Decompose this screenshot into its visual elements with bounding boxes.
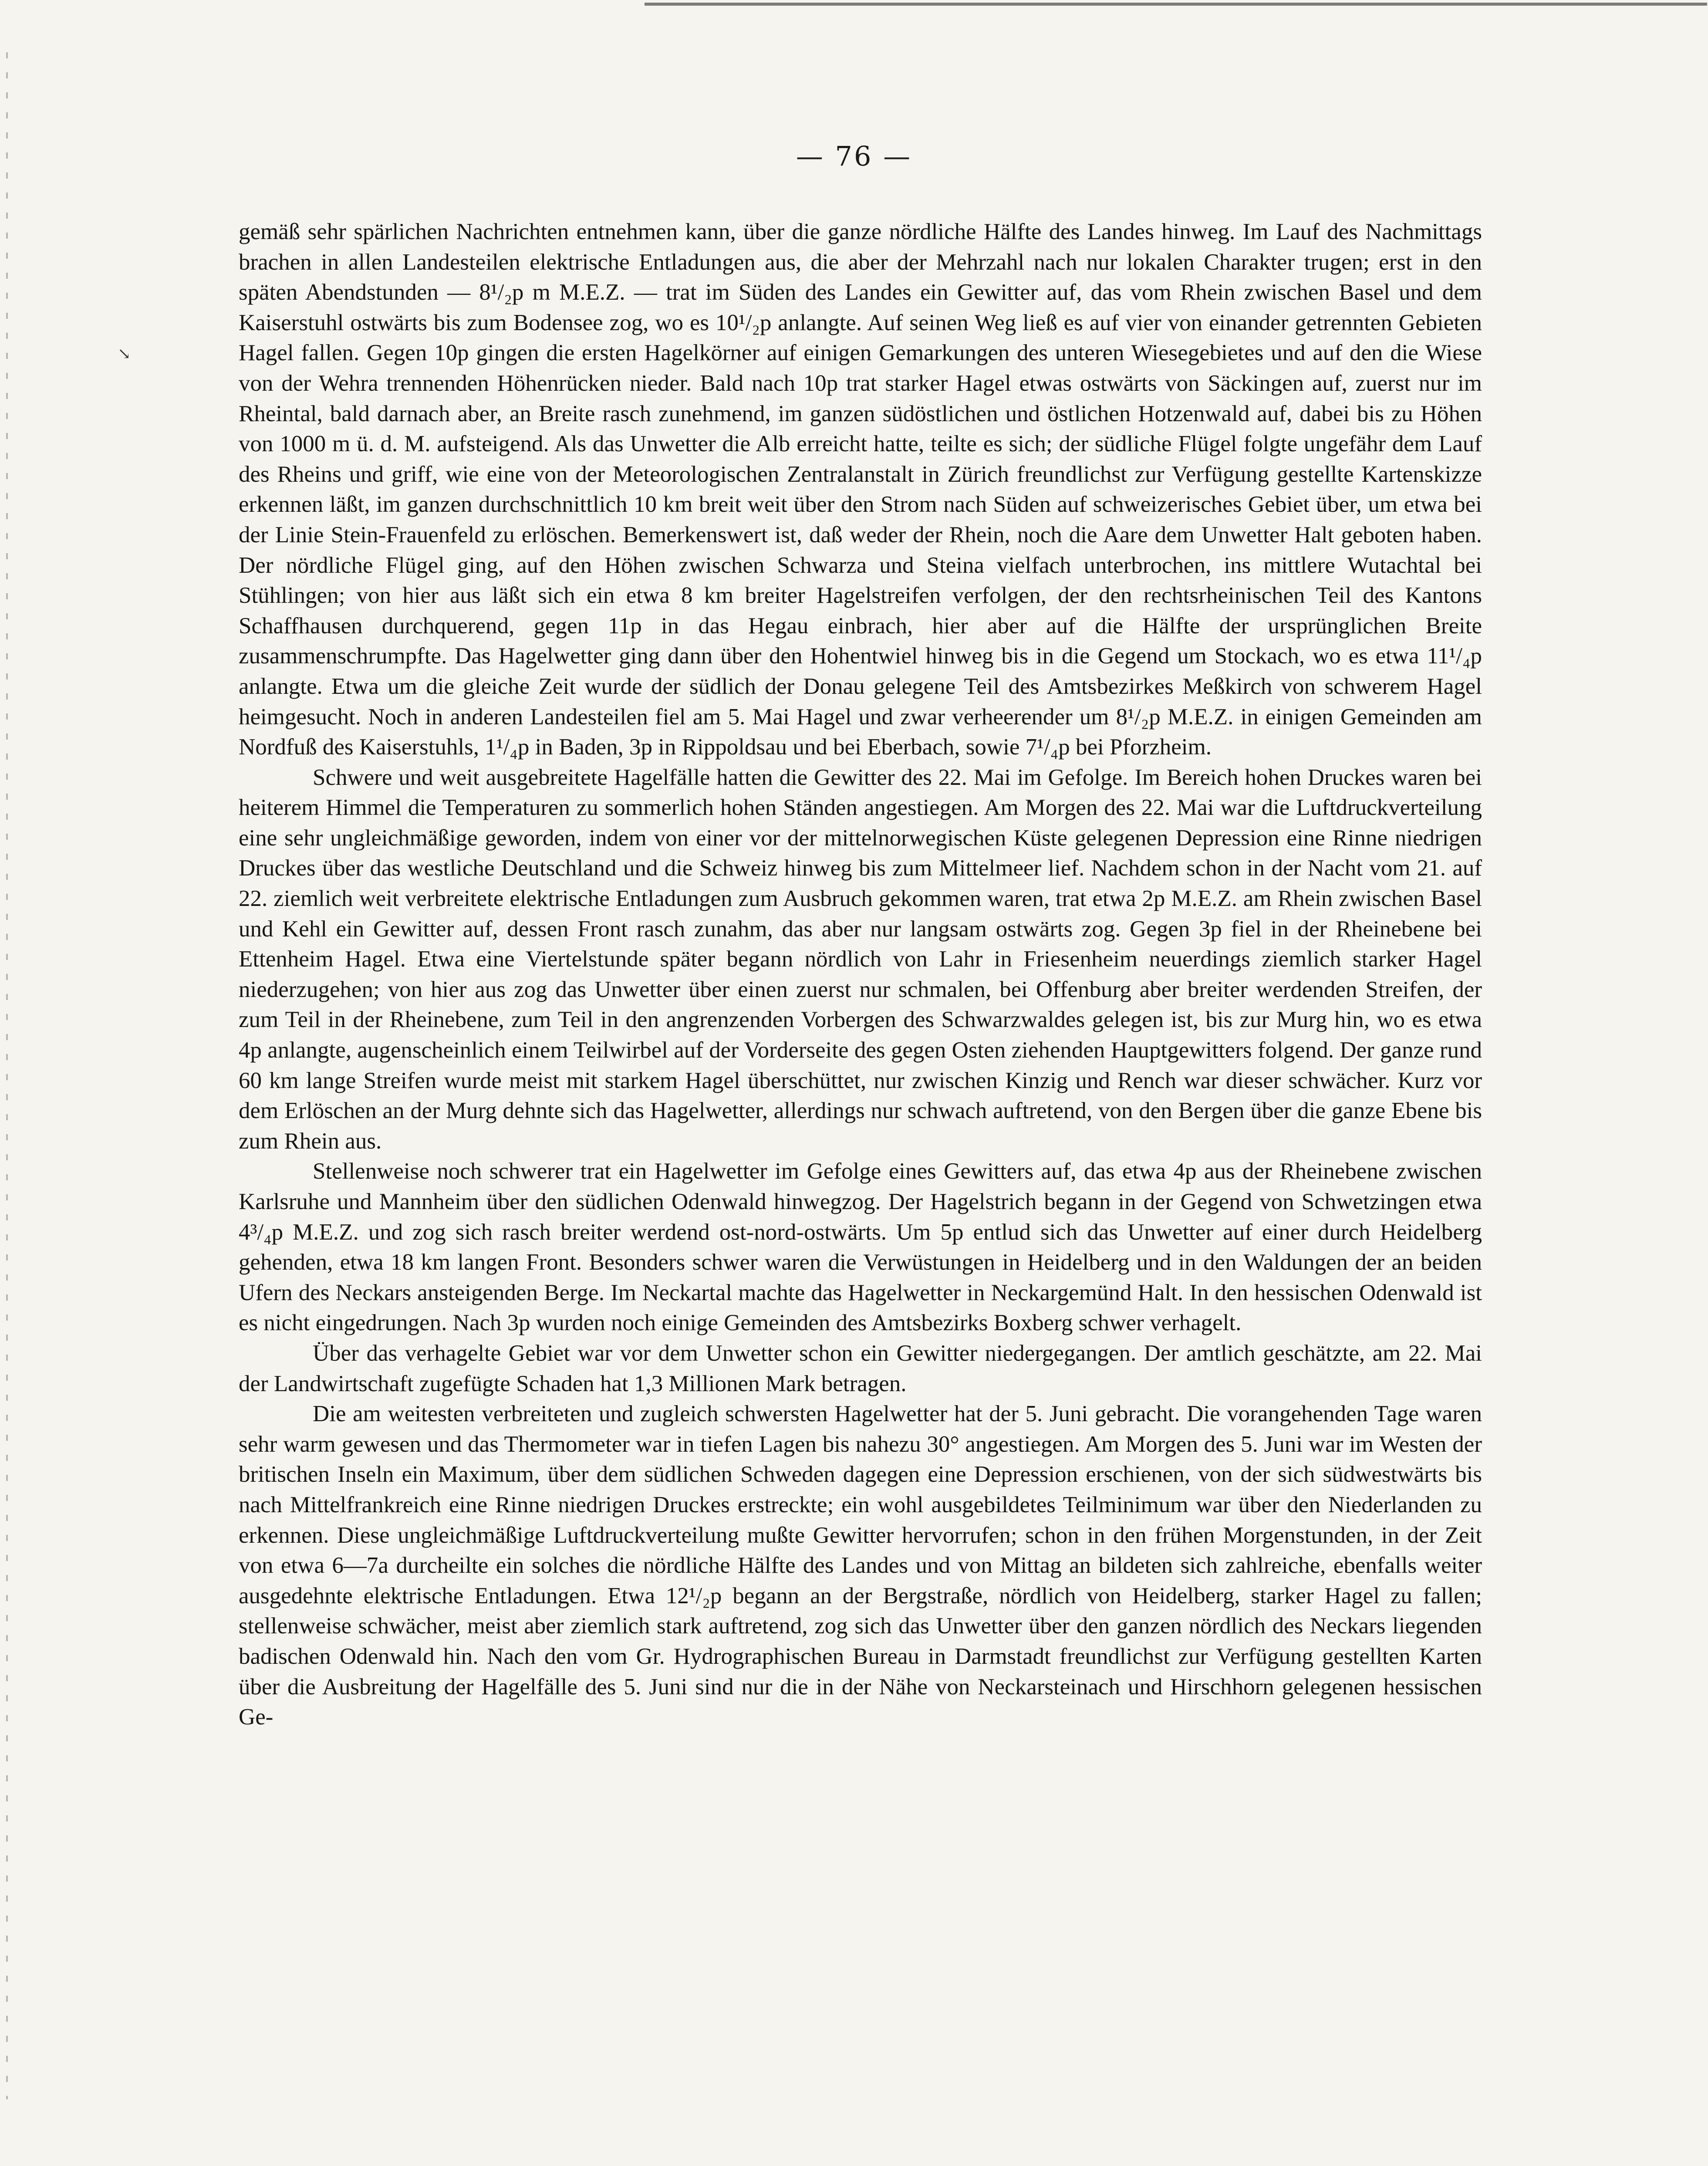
stray-pen-mark: ↘ bbox=[118, 345, 131, 363]
paragraph-2: Schwere und weit ausgebreitete Hagelfälle hatten die Gewitter des 22. Mai im Gefolge. Im Bereich hohen Druckes waren bei heiterem Himmel die Temperaturen zu sommerlich hohen Ständen angestiegen. Am Morgen des 22. Mai war die Luftdruckverteilung eine sehr ungleichmäßige geworden, indem von einer vor der mittelnorwegischen Küste gelegenen Depression eine Rinne niedrigen Druckes über das westliche Deutschland und die Schweiz hinweg bis zum Mittelmeer lief. Nachdem schon in der Nacht vom 21. auf 22. ziemlich weit verbreitete elektrische Entladungen zum Ausbruch gekommen waren, trat etwa 2p M.E.Z. am Rhein zwischen Basel und Kehl ein Gewitter auf, dessen Front rasch zunahm, das aber nur langsam ostwärts zog. Gegen 3p fiel in der Rheinebene bei Ettenheim Hagel. Etwa eine Viertelstunde später begann nördlich von Lahr in Friesenheim neuerdings ziemlich starker Hagel niederzugehen; von hier aus zog das Unwetter über einen zuerst nur schmalen, bei Offenburg aber breiter werdenden Streifen, der zum Teil in der Rheinebene, zum Teil in den angrenzenden Vorbergen des Schwarzwaldes gelegen ist, bis zur Murg hin, wo es etwa 4p anlangte, augenscheinlich einem Teilwirbel auf der Vorderseite des gegen Osten ziehenden Hauptgewitters folgend. Der ganze rund 60 km lange Streifen wurde meist mit starkem Hagel überschüttet, nur zwischen Kinzig und Rench war dieser schwächer. Kurz vor dem Erlöschen an der Murg dehnte sich das Hagelwetter, allerdings nur schwach auftretend, von den Bergen über die ganze Ebene bis zum Rhein aus. bbox=[239, 764, 1482, 1154]
paragraph-3: Stellenweise noch schwerer trat ein Hagelwetter im Gefolge eines Gewitters auf, das etwa 4p aus der Rheinebene zwischen Karlsruhe und Mannheim über den südlichen Odenwald hinwegzog. Der Hagelstrich begann in der Gegend von Schwetzingen etwa 4³/₄p M.E.Z. und zog sich rasch breiter werdend ost-nord-ostwärts. Um 5p entlud sich das Unwetter auf einer durch Heidelberg gehenden, etwa 18 km langen Front. Besonders schwer waren die Verwüstungen in Heidelberg und in den Waldungen der an beiden Ufern des Neckars ansteigenden Berge. Im Neckartal machte das Hagelwetter in Neckargemünd Halt. In den hessischen Odenwald ist es nicht eingedrungen. Nach 3p wurden noch einige Gemeinden des Amtsbezirks Boxberg schwer verhagelt. bbox=[239, 1159, 1482, 1336]
paragraph-4: Über das verhagelte Gebiet war vor dem Unwetter schon ein Gewitter niedergegangen. Der amtlich geschätzte, am 22. Mai der Landwirtschaft zugefügte Schaden hat 1,3 Millionen Mark betragen. bbox=[239, 1340, 1482, 1396]
left-edge-margin-dashes bbox=[6, 52, 8, 2099]
paragraph-5: Die am weitesten verbreiteten und zugleich schwersten Hagelwetter hat der 5. Juni gebracht. Die vorangehenden Tage waren sehr warm gewesen und das Thermometer war in tiefen Lagen bis nahezu 30° angestiegen. Am Morgen des 5. Juni war im Westen der britischen Inseln ein Maximum, über dem südlichen Schweden dagegen eine Depression erschienen, von der sich südwestwärts bis nach Mittelfrankreich eine Rinne niedrigen Druckes erstreckte; ein wohl ausgebildetes Teilminimum war über den Niederlanden zu erkennen. Diese ungleichmäßige Luftdruckverteilung mußte Gewitter hervorrufen; schon in den frühen Morgenstunden, in der Zeit von etwa 6—7a durcheilte ein solches die nördliche Hälfte des Landes und von Mittag an bildeten sich zahlreiche, ebenfalls weiter ausgedehnte elektrische Entladungen. Etwa 12¹/₂p begann an der Bergstraße, nördlich von Heidelberg, starker Hagel zu fallen; stellenweise schwächer, meist aber ziemlich stark auftretend, zog sich das Unwetter über den ganzen nördlich des Neckars liegenden badischen Odenwald hin. Nach den vom Gr. Hydrographischen Bureau in Darmstadt freundlichst zur Verfügung gestellten Karten über die Ausbreitung der Hagelfälle des 5. Juni sind nur die in der Nähe von Neckarsteinach und Hirschhorn gelegenen hessischen Ge- bbox=[239, 1401, 1482, 1730]
paragraph-1: gemäß sehr spärlichen Nachrichten entnehmen kann, über die ganze nördliche Hälfte des Landes hinweg. Im Lauf des Nachmittags brachen in allen Landesteilen elektrische Entladungen aus, die aber der Mehrzahl nach nur lokalen Charakter trugen; erst in den späten Abendstunden — 8¹/₂p m M.E.Z. — trat im Süden des Landes ein Gewitter auf, das vom Rhein zwischen Basel und dem Kaiserstuhl ostwärts bis zum Bodensee zog, wo es 10¹/₂p anlangte. Auf seinen Weg ließ es auf vier von einander getrennten Gebieten Hagel fallen. Gegen 10p gingen die ersten Hagelkörner auf einigen Gemarkungen des unteren Wiesegebietes und auf den die Wiese von der Wehra trennenden Höhenrücken nieder. Bald nach 10p trat starker Hagel etwas ostwärts von Säckingen auf, zuerst nur im Rheintal, bald darnach aber, an Breite rasch zunehmend, im ganzen südöstlichen und östlichen Hotzenwald auf, dabei bis zu Höhen von 1000 m ü. d. M. aufsteigend. Als das Unwetter die Alb erreicht hatte, teilte es sich; der südliche Flügel folgte ungefähr dem Lauf des Rheins und griff, wie eine von der Meteorologischen Zentralanstalt in Zürich freundlichst zur Verfügung gestellte Kartenskizze erkennen läßt, im ganzen durchschnittlich 10 km breit weit über den Strom nach Süden auf schweizerisches Gebiet über, um etwa bei der Linie Stein-Frauenfeld zu erlöschen. Bemerkenswert ist, daß weder der Rhein, noch die Aare dem Unwetter Halt geboten haben. Der nördliche Flügel ging, auf den Höhen zwischen Schwarza und Steina vielfach unterbrochen, ins mittlere Wutachtal bei Stühlingen; von hier aus läßt sich ein etwa 8 km breiter Hagelstreifen verfolgen, der den rechtsrheinischen Teil des Kantons Schaffhausen durchquerend, gegen 11p in das Hegau einbrach, hier aber auf die Hälfte der ursprünglichen Breite zusammenschrumpfte. Das Hagelwetter ging dann über den Hohentwiel hinweg bis in die Gegend um Stockach, wo es etwa 11¹/₄p anlangte. Etwa um die gleiche Zeit wurde der südlich der Donau gelegene Teil des Amtsbezirkes Meßkirch von schwerem Hagel heimgesucht. Noch in anderen Landesteilen fiel am 5. Mai Hagel und zwar verheerender um 8¹/₂p M.E.Z. in einigen Gemeinden am Nordfuß des Kaiserstuhls, 1¹/₄p in Baden, 3p in Rippoldsau und bei Eberbach, sowie 7¹/₄p bei Pforzheim. bbox=[239, 219, 1482, 760]
top-border-rule bbox=[645, 3, 1707, 6]
page-number: — 76 — bbox=[796, 140, 912, 172]
body-text bbox=[239, 217, 1482, 1733]
